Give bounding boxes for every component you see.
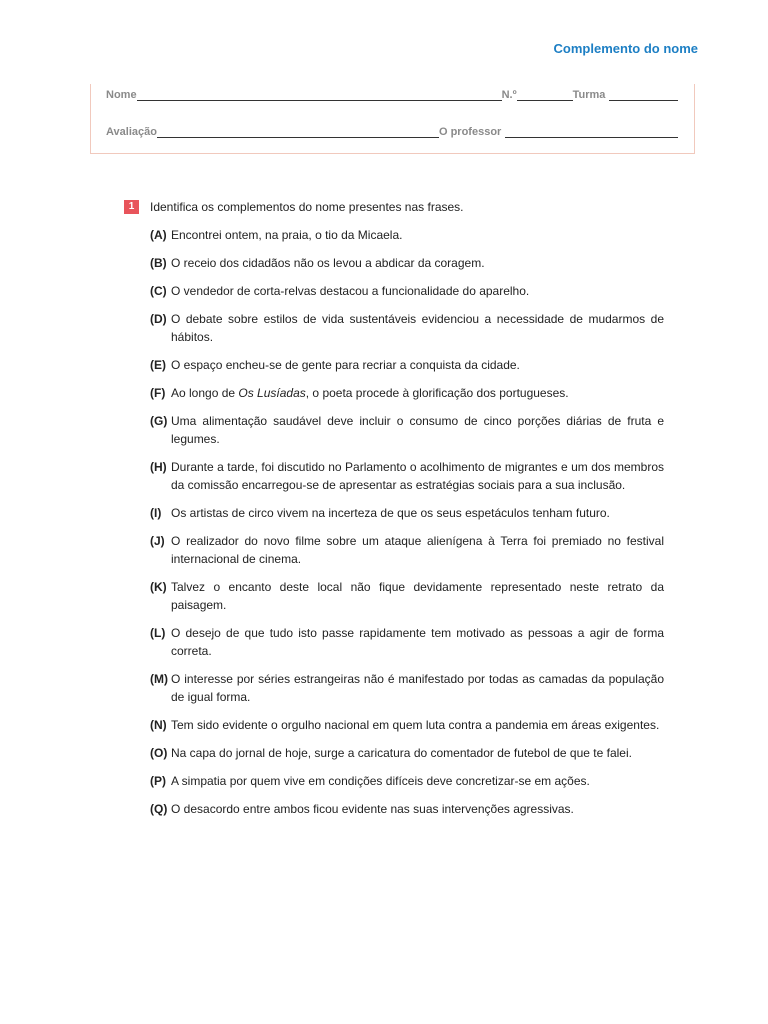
sentence-letter: (F) [150,386,166,400]
sentence-letter: (E) [150,358,166,372]
sentence-letter: (L) [150,626,166,640]
sentence-text-part: A simpatia por quem vive em condições difíceis deve concretizar-se em ações. [171,774,590,788]
sentence-text-part: O interesse por séries estrangeiras não é manifestado por todas as camadas da população de igual forma. [171,672,664,704]
sentence-text [171,226,664,244]
sentence-list [150,226,664,818]
sentence-letter: (A) [150,228,167,242]
sentence-text [171,532,664,568]
sentence-text-part: Tem sido evidente o orgulho nacional em quem luta contra a pandemia em áreas exigentes. [171,718,660,732]
sentence-item [150,226,664,244]
name-field[interactable] [137,88,502,101]
sentence-text [171,412,664,448]
sentence-item [150,578,664,614]
sentence-item [150,412,664,448]
sentence-text [171,254,664,272]
sentence-letter: (J) [150,534,165,548]
student-info-box [90,84,695,154]
number-field[interactable] [517,88,573,101]
evaluation-field[interactable] [157,125,439,138]
sentence-letter: (C) [150,284,167,298]
sentence-text [171,310,664,346]
sentence-letter: (I) [150,506,162,520]
sentence-item [150,624,664,660]
sentence-letter: (M) [150,672,168,686]
sentence-text [171,282,664,300]
sentence-text-part: O espaço encheu-se de gente para recriar a conquista da cidade. [171,358,520,372]
class-label: Turma [572,89,606,101]
sentence-text-part: O realizador do novo filme sobre um ataque alienígena à Terra foi premiado no festival internacional de cinema. [171,534,664,566]
sentence-item [150,310,664,346]
sentence-letter: (H) [150,460,167,474]
sentence-text [171,670,664,706]
sentence-text [171,504,664,522]
sentence-text [171,458,664,494]
exercise-number-badge: 1 [124,200,139,214]
sentence-letter: (D) [150,312,167,326]
sentence-item [150,716,664,734]
sentence-item [150,504,664,522]
sentence-item [150,800,664,818]
sentence-text-part: O vendedor de corta-relvas destacou a funcionalidade do aparelho. [171,284,530,298]
sentence-text-part: Durante a tarde, foi discutido no Parlamento o acolhimento de migrantes e um dos membros da comissão encarregou-se de apresentar as estratégias sociais para a sua inclusão. [171,460,664,492]
sentence-text [171,772,664,790]
sentence-text-part: , o poeta procede à glorificação dos portugueses. [305,386,569,400]
sentence-item [150,384,664,402]
sentence-item [150,532,664,568]
sentence-text [171,624,664,660]
sentence-text [171,744,664,762]
sentence-letter: (N) [150,718,167,732]
sentence-text-part: Os artistas de circo vivem na incerteza de que os seus espetáculos tenham futuro. [171,506,610,520]
sentence-item [150,772,664,790]
sentence-item [150,254,664,272]
document-title: Complemento do nome [553,41,698,56]
sentence-text [171,384,664,402]
sentence-text-part: Uma alimentação saudável deve incluir o consumo de cinco porções diárias de fruta e legumes. [171,414,664,446]
class-field[interactable] [609,88,678,101]
sentence-text-part: O debate sobre estilos de vida sustentáveis evidenciou a necessidade de mudarmos de hábitos. [171,312,664,344]
exercise-header [124,198,664,216]
sentence-item [150,356,664,374]
sentence-letter: (K) [150,580,167,594]
sentence-text-part: Talvez o encanto deste local não fique devidamente representado neste retrato da paisagem. [171,580,664,612]
sentence-italic-title: Os Lusíadas [238,386,306,400]
sentence-text [171,578,664,614]
sentence-text-part: Ao longo de [171,386,239,400]
sentence-text-part: O desacordo entre ambos ficou evidente nas suas intervenções agressivas. [171,802,574,816]
teacher-field[interactable] [505,125,678,138]
evaluation-label: Avaliação [106,126,157,138]
sentence-item [150,744,664,762]
sentence-text-part: Encontrei ontem, na praia, o tio da Micaela. [171,228,403,242]
exercise-instruction: Identifica os complementos do nome presentes nas frases. [150,200,464,214]
sentence-text [171,716,664,734]
exercise-1 [124,198,664,828]
sentence-letter: (P) [150,774,166,788]
sentence-letter: (B) [150,256,167,270]
student-info-row-1 [106,88,678,101]
student-info-row-2 [106,125,678,138]
sentence-text-part: Na capa do jornal de hoje, surge a caricatura do comentador de futebol de que te falei. [171,746,632,760]
number-label: N.º [501,89,517,101]
sentence-item [150,458,664,494]
name-label: Nome [106,89,137,101]
sentence-letter: (G) [150,414,168,428]
sentence-text-part: O receio dos cidadãos não os levou a abdicar da coragem. [171,256,485,270]
sentence-letter: (Q) [150,802,168,816]
teacher-label: O professor [438,126,502,138]
sentence-letter: (O) [150,746,168,760]
sentence-item [150,282,664,300]
sentence-text [171,356,664,374]
sentence-text [171,800,664,818]
sentence-item [150,670,664,706]
sentence-text-part: O desejo de que tudo isto passe rapidamente tem motivado as pessoas a agir de forma correta. [171,626,664,658]
